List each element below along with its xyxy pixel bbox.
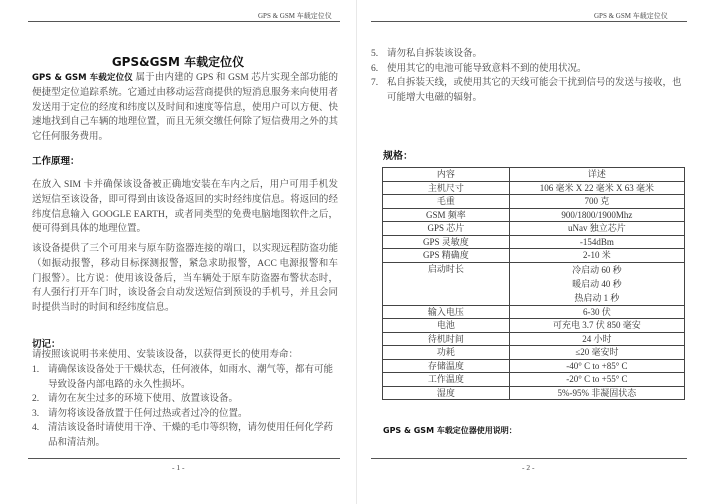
spec-detail-cell: -20° C to +55° C (509, 373, 684, 387)
spec-item-cell: 启动时长 (383, 262, 510, 305)
spec-detail-cell: -154dBm (509, 235, 684, 249)
spec-row (383, 305, 685, 319)
spec-row (383, 373, 685, 387)
spec-detail-cell: 5%-95% 非凝固状态 (509, 386, 684, 400)
spec-row (383, 235, 685, 249)
page-1 (0, 0, 356, 504)
spec-item-cell: GPS 芯片 (383, 222, 510, 236)
principle-paragraph-2: 该设备提供了三个可用来与原车防盗器连接的端口，以实现远程防盗功能（如振动报警，移动目标探测报警，紧急求助报警，ACC 电源报警和车门报警）。比方说：使用该设备后，当车辆处于原车防盗器布警状态时，有人强行打开车门时，该设备会自动发送短信到预设的手机号，并且会同时提供当时的时间和经纬度信息。 (32, 244, 338, 314)
note-item (32, 407, 338, 422)
spec-item-cell: GPS 精确度 (383, 249, 510, 263)
spec-item-cell: 内容 (383, 168, 510, 182)
spec-row (383, 249, 685, 263)
note-number: 7. (371, 78, 379, 89)
footer-rule (371, 458, 687, 459)
spec-row (383, 195, 685, 209)
spec-table (382, 167, 685, 400)
intro-text: 属于由内建的 GPS 和 GSM 芯片实现全部功能的便捷型定位追踪系统。它通过由移动运营商提供的短消息服务来向使用者发送用于定位的经度和纬度以及时间和速度等信息，使用户可以方便、快速地找到自己车辆的地理位置，而且无须交缴任何除了短信费用之外的其它任何服务费用。 (32, 73, 338, 143)
notes-heading: 切记： (32, 339, 61, 350)
spec-detail-cell: 106 毫米 X 22 毫米 X 63 毫米 (509, 181, 684, 195)
spec-detail-cell: 900/1800/1900Mhz (509, 208, 684, 222)
spec-detail-cell: 冷启动 60 秒 暖启动 40 秒 热启动 1 秒 (509, 262, 684, 305)
note-item (32, 363, 338, 392)
spec-item-cell: 工作温度 (383, 373, 510, 387)
spec-item-cell: 毛重 (383, 195, 510, 209)
spec-item-cell: 输入电压 (383, 305, 510, 319)
spec-row (383, 332, 685, 346)
intro-product-name: GPS & GSM 车载定位仪 (32, 73, 133, 83)
note-text: 清洁该设备时请使用干净、干燥的毛巾等织物，请勿使用任何化学药品和清洁剂。 (48, 423, 334, 448)
note-text: 请勿私自拆装该设备。 (387, 49, 483, 59)
spec-item-cell: 主机尺寸 (383, 181, 510, 195)
principle-heading: 工作原理： (32, 156, 80, 167)
spec-row (383, 208, 685, 222)
header-rule (371, 21, 687, 22)
notes-list-continued (371, 47, 687, 105)
note-item (32, 421, 338, 450)
spec-item-cell: GPS 灵敏度 (383, 235, 510, 249)
spec-row (383, 346, 685, 360)
note-text: 请勿将该设备放置于任何过热或者过冷的位置。 (48, 408, 248, 419)
manual-heading: GPS & GSM 车载定位器使用说明： (383, 426, 517, 435)
spec-item-cell: 电池 (383, 319, 510, 333)
spec-detail-cell: 详述 (509, 168, 684, 182)
spec-detail-cell: 24 小时 (509, 332, 684, 346)
intro-paragraph (32, 71, 338, 145)
note-number: 6. (371, 63, 379, 74)
note-number: 4. (32, 423, 40, 434)
note-text: 请确保该设备处于干燥状态，任何液体，如雨水、潮气等，都有可能导致设备内部电路的永久性损坏。 (48, 365, 334, 390)
note-text: 请勿在灰尘过多的环境下使用、放置该设备。 (48, 394, 239, 405)
page-header: GPS & GSM 车载定位仪 (258, 12, 332, 20)
spec-detail-cell: 2-10 米 (509, 249, 684, 263)
spec-header-row (383, 168, 685, 182)
note-number: 5. (371, 49, 379, 59)
notes-list (32, 363, 338, 451)
notes-intro: 请按照该说明书来使用、安装该设备，以获得更长的使用寿命： (32, 350, 299, 360)
note-text: 使用其它的电池可能导致意料不到的使用状况。 (387, 63, 587, 74)
spec-row (383, 359, 685, 373)
spec-item-cell: GSM 频率 (383, 208, 510, 222)
spec-row (383, 386, 685, 400)
note-item (371, 76, 687, 105)
spec-item-cell: 湿度 (383, 386, 510, 400)
page-number: - 2 - (522, 463, 535, 472)
spec-item-cell: 功耗 (383, 346, 510, 360)
spec-row (383, 181, 685, 195)
spec-row (383, 262, 685, 305)
spec-item-cell: 待机时间 (383, 332, 510, 346)
header-rule (28, 21, 340, 22)
note-number: 2. (32, 394, 40, 405)
spec-detail-cell: uNav 独立芯片 (509, 222, 684, 236)
spec-row (383, 319, 685, 333)
principle-paragraph-1: 在放入 SIM 卡并确保该设备被正确地安装在车内之后，用户可用手机发送短信至该设备，即可得到由该设备返回的实时经纬度信息。将返回的经纬度信息输入 GOOGLE EARTH，或者同类型的免费电脑地图软件之后，便可得到具体的地理位置。 (32, 180, 338, 235)
spec-detail-cell: 可充电 3.7 伏 850 毫安 (509, 319, 684, 333)
note-number: 1. (32, 365, 40, 375)
document-title: GPS&GSM 车载定位仪 (111, 55, 245, 69)
note-item (371, 47, 687, 62)
note-text: 私自拆装天线，或使用其它的天线可能会干扰到信号的发送与接收，也可能增大电磁的辐射。 (387, 78, 682, 103)
note-item (371, 62, 687, 77)
spec-detail-cell: -40° C to +85° C (509, 359, 684, 373)
footer-rule (28, 458, 340, 459)
spec-detail-cell: 700 克 (509, 195, 684, 209)
note-number: 3. (32, 408, 40, 419)
spec-row (383, 222, 685, 236)
spec-item-cell: 存储温度 (383, 359, 510, 373)
spec-heading: 规格： (383, 151, 413, 162)
spec-detail-cell: 6-30 伏 (509, 305, 684, 319)
page-number: - 1 - (172, 463, 185, 472)
spec-detail-cell: ≤20 毫安时 (509, 346, 684, 360)
note-item (32, 392, 338, 407)
page-header: GPS & GSM 车载定位仪 (594, 12, 668, 20)
